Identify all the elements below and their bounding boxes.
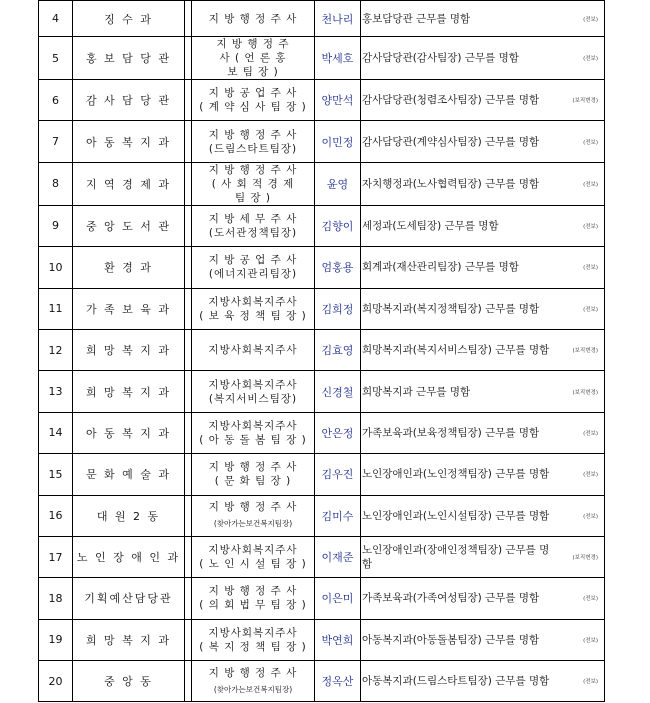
transfer-type-note: (전보): [583, 181, 598, 188]
current-rank-position: [192, 205, 315, 246]
new-assignment: [361, 288, 605, 329]
transfer-type-note: (전보): [583, 56, 598, 62]
spacer-cell: [185, 247, 192, 288]
spacer-cell: [185, 1, 192, 37]
employee-name: 정옥산: [315, 661, 361, 702]
rank-line: 지방사회복지주사: [208, 378, 298, 391]
table-row: [39, 1, 605, 37]
table-row: [39, 80, 605, 121]
new-assignment: [361, 329, 605, 370]
row-number: 8: [39, 162, 73, 205]
spacer-cell: [185, 205, 192, 246]
transfer-type-note: (전보): [583, 430, 598, 437]
rank-line: ( 사 회 적 경 제: [211, 177, 295, 190]
new-assignment: [361, 619, 605, 660]
spacer-cell: [185, 288, 192, 329]
rank-line: 지 방 공 업 주 사: [208, 87, 298, 100]
employee-name: 신경철: [315, 371, 361, 412]
table-row: [39, 121, 605, 162]
table-row: [39, 578, 605, 619]
employee-name: 박세호: [315, 37, 361, 80]
rank-line: 지 방 행 정 주 사: [208, 501, 298, 514]
current-department: 중 앙 동: [73, 661, 185, 702]
table-row: [39, 247, 605, 288]
assignment-text: 가족보육과(보육정책팀장) 근무를 명함: [362, 426, 540, 439]
rank-line: 팀 장 ): [234, 191, 272, 204]
rank-line: 지방사회복지주사: [208, 626, 298, 639]
new-assignment: [361, 37, 605, 80]
rank-line: (복지서비스팀장): [208, 392, 298, 405]
current-department: 대 원 2 동: [73, 495, 185, 536]
employee-name: 엄홍용: [315, 247, 361, 288]
new-assignment: [361, 661, 605, 702]
table-row: [39, 205, 605, 246]
transfer-type-note: (전보): [583, 637, 598, 644]
current-rank-position: [192, 1, 315, 37]
table-row: [39, 495, 605, 536]
rank-line: 지 방 행 정 주 사: [208, 12, 298, 25]
spacer-cell: [185, 371, 192, 412]
rank-line: ( 보 육 정 책 팀 장 ): [199, 309, 307, 322]
employee-name: 김우진: [315, 454, 361, 495]
spacer-cell: [185, 619, 192, 660]
transfer-type-note: (보직변경): [572, 348, 598, 355]
transfer-type-note: (전보): [583, 596, 598, 603]
rank-line: (도서관정책팀장): [208, 226, 298, 239]
table-row: [39, 288, 605, 329]
employee-name: 양만석: [315, 80, 361, 121]
transfer-type-note: (전보): [583, 265, 598, 272]
current-department: 아 동 복 지 과: [73, 412, 185, 453]
rank-line: 지방사회복지주사: [208, 419, 298, 432]
current-department: 기획예산담당관: [73, 578, 185, 619]
table-row: [39, 619, 605, 660]
assignment-text: 자치행정과(노사협력팀장) 근무를 명함: [362, 177, 540, 190]
rank-line: 사 ( 언 론 홍: [219, 52, 287, 64]
table-row: [39, 37, 605, 80]
current-department: 중 앙 도 서 관: [73, 205, 185, 246]
table-row: [39, 371, 605, 412]
spacer-cell: [185, 329, 192, 370]
assignment-text: 희망복지과(복지서비스팀장) 근무를 명함: [362, 344, 550, 357]
transfer-type-note: (전보): [583, 513, 598, 520]
spacer-cell: [185, 661, 192, 702]
current-rank-position: [192, 329, 315, 370]
assignment-text: 아동복지과(드림스타트팀장) 근무를 명함: [362, 675, 550, 688]
row-number: 15: [39, 454, 73, 495]
table-row: [39, 536, 605, 577]
current-department: 징 수 과: [73, 1, 185, 37]
current-rank-position: [192, 37, 315, 80]
rank-line: 지 방 세 무 주 사: [208, 212, 298, 225]
current-rank-position: [192, 121, 315, 162]
assignment-text: 희망복지과 근무를 명함: [362, 385, 471, 398]
current-department: 노 인 장 애 인 과: [73, 536, 185, 577]
row-number: 12: [39, 329, 73, 370]
spacer-cell: [185, 454, 192, 495]
employee-name: 천나리: [315, 1, 361, 37]
row-number: 4: [39, 1, 73, 37]
rank-line: 지 방 행 정 주 사: [208, 585, 298, 598]
employee-name: 안은정: [315, 412, 361, 453]
assignment-text: 가족보육과(가족여성팀장) 근무를 명함: [362, 592, 540, 605]
row-number: 18: [39, 578, 73, 619]
new-assignment: [361, 495, 605, 536]
employee-name: 박연희: [315, 619, 361, 660]
new-assignment: [361, 412, 605, 453]
spacer-cell: [185, 536, 192, 577]
assignment-text: 노인장애인과(노인정책팀장) 근무를 명함: [362, 468, 550, 481]
spacer-cell: [185, 162, 192, 205]
current-rank-position: [192, 371, 315, 412]
spacer-cell: [185, 578, 192, 619]
current-department: 홍 보 담 당 관: [73, 37, 185, 80]
new-assignment: [361, 247, 605, 288]
table-row: [39, 162, 605, 205]
transfer-type-note: (전보): [583, 16, 598, 23]
employee-name: 김희정: [315, 288, 361, 329]
spacer-cell: [185, 80, 192, 121]
current-rank-position: [192, 288, 315, 329]
assignment-text: 감사담당관(청렴조사팀장) 근무를 명함: [362, 94, 540, 107]
assignment-text: 감사담당관(계약심사팀장) 근무를 명함: [362, 135, 540, 148]
table-row: [39, 661, 605, 702]
transfer-type-note: (보직변경): [572, 555, 598, 562]
current-rank-position: [192, 162, 315, 205]
current-rank-position: [192, 495, 315, 536]
table-row: [39, 454, 605, 495]
rank-line: 지 방 행 정 주 사: [208, 128, 298, 141]
rank-line: ( 계 약 심 사 팀 장 ): [199, 101, 307, 114]
spacer-cell: [185, 412, 192, 453]
rank-line: 지 방 행 정 주 사: [208, 666, 298, 679]
transfer-type-note: (전보): [583, 139, 598, 146]
rank-subtitle: (찾아가는보건복지팀장): [213, 519, 293, 529]
new-assignment: [361, 1, 605, 37]
current-department: 희 망 복 지 과: [73, 371, 185, 412]
assignment-text: 감사담당관(감사팀장) 근무를 명함: [362, 52, 519, 64]
rank-line: 지 방 행 정 주 사: [208, 163, 298, 176]
row-number: 20: [39, 661, 73, 702]
employee-name: 김효영: [315, 329, 361, 370]
new-assignment: [361, 121, 605, 162]
new-assignment: [361, 578, 605, 619]
row-number: 13: [39, 371, 73, 412]
rank-line: 보 팀 장 ): [227, 66, 279, 78]
assignment-text: 세정과(도세팀장) 근무를 명함: [362, 219, 499, 232]
table-body: [39, 1, 605, 702]
spacer-cell: [185, 37, 192, 80]
new-assignment: [361, 454, 605, 495]
rank-line: 지방사회복지주사: [208, 544, 298, 557]
current-department: 환 경 과: [73, 247, 185, 288]
assignment-text: 아동복지과(아동돌봄팀장) 근무를 명함: [362, 633, 540, 646]
rank-line: 지방사회복지주사: [208, 344, 298, 357]
rank-subtitle: (찾아가는보건복지팀장): [213, 684, 293, 694]
assignment-text: 노인장애인과(장애인정책팀장) 근무를 명함: [362, 544, 550, 571]
personnel-table-page: [38, 0, 604, 702]
current-rank-position: [192, 661, 315, 702]
employee-name: 이재준: [315, 536, 361, 577]
current-department: 희 망 복 지 과: [73, 329, 185, 370]
spacer-cell: [185, 495, 192, 536]
row-number: 14: [39, 412, 73, 453]
rank-line: 지 방 행 정 주: [216, 38, 290, 50]
rank-line: ( 노 인 시 설 팀 장 ): [199, 558, 307, 571]
rank-line: (드림스타트팀장): [208, 142, 298, 155]
row-number: 11: [39, 288, 73, 329]
current-department: 아 동 복 지 과: [73, 121, 185, 162]
rank-line: 지방사회복지주사: [208, 295, 298, 308]
current-rank-position: [192, 454, 315, 495]
current-rank-position: [192, 247, 315, 288]
assignment-text: 홍보담당관 근무를 명함: [362, 12, 471, 25]
row-number: 9: [39, 205, 73, 246]
rank-line: ( 복 지 정 책 팀 장 ): [199, 640, 307, 653]
new-assignment: [361, 162, 605, 205]
current-department: 감 사 담 당 관: [73, 80, 185, 121]
new-assignment: [361, 80, 605, 121]
current-department: 지 역 경 제 과: [73, 162, 185, 205]
new-assignment: [361, 536, 605, 577]
current-department: 문 화 예 술 과: [73, 454, 185, 495]
transfer-type-note: (전보): [583, 679, 598, 686]
current-rank-position: [192, 578, 315, 619]
assignment-text: 희망복지과(복지정책팀장) 근무를 명함: [362, 302, 540, 315]
rank-line: ( 문 화 팀 장 ): [214, 475, 292, 488]
new-assignment: [361, 371, 605, 412]
row-number: 7: [39, 121, 73, 162]
transfer-type-note: (전보): [583, 472, 598, 479]
assignment-text: 회계과(재산관리팀장) 근무를 명함: [362, 261, 519, 274]
row-number: 19: [39, 619, 73, 660]
new-assignment: [361, 205, 605, 246]
rank-line: 지 방 행 정 주 사: [208, 461, 298, 474]
current-department: 가 족 보 육 과: [73, 288, 185, 329]
row-number: 16: [39, 495, 73, 536]
row-number: 5: [39, 37, 73, 80]
table-row: [39, 329, 605, 370]
transfer-type-note: (보직변경): [572, 98, 598, 105]
transfer-type-note: (보직변경): [572, 389, 598, 396]
employee-name: 이은미: [315, 578, 361, 619]
spacer-cell: [185, 121, 192, 162]
row-number: 10: [39, 247, 73, 288]
table-row: [39, 412, 605, 453]
employee-name: 윤영: [315, 162, 361, 205]
row-number: 17: [39, 536, 73, 577]
assignment-text: 노인장애인과(노인시설팀장) 근무를 명함: [362, 509, 550, 522]
row-number: 6: [39, 80, 73, 121]
current-rank-position: [192, 412, 315, 453]
rank-line: ( 의 회 법 무 팀 장 ): [199, 599, 307, 612]
current-rank-position: [192, 619, 315, 660]
employee-name: 김향이: [315, 205, 361, 246]
rank-line: 지 방 공 업 주 사: [208, 254, 298, 267]
current-department: 희 망 복 지 과: [73, 619, 185, 660]
rank-line: ( 아 동 돌 봄 팀 장 ): [199, 433, 307, 446]
rank-line: (에너지관리팀장): [208, 268, 298, 281]
personnel-transfer-table: [38, 0, 605, 702]
employee-name: 이민정: [315, 121, 361, 162]
current-rank-position: [192, 536, 315, 577]
employee-name: 김미수: [315, 495, 361, 536]
current-rank-position: [192, 80, 315, 121]
transfer-type-note: (전보): [583, 223, 598, 230]
transfer-type-note: (전보): [583, 306, 598, 313]
